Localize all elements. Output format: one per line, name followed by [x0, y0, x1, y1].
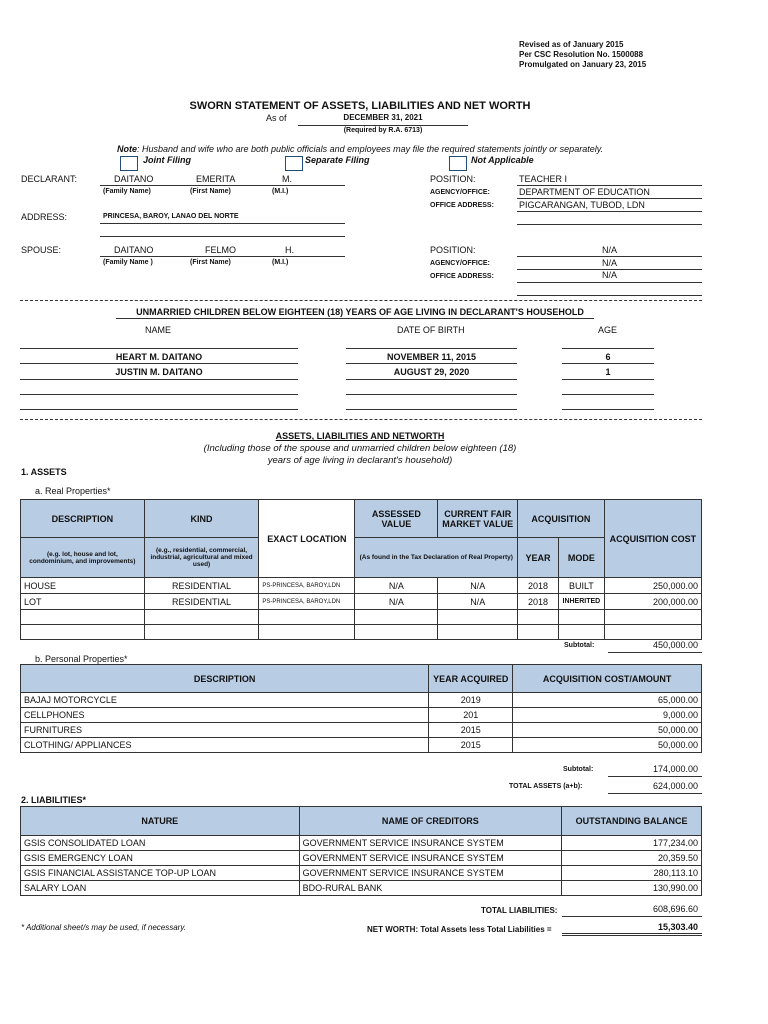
liability-nature: GSIS CONSOLIDATED LOAN	[21, 836, 300, 851]
children-line	[562, 363, 654, 364]
form-title: SWORN STATEMENT OF ASSETS, LIABILITIES AND NET WORTH	[189, 100, 531, 112]
personal-subtotal: 174,000.00	[652, 764, 698, 774]
liability-creditor: GOVERNMENT SERVICE INSURANCE SYSTEM	[299, 836, 562, 851]
liability-creditor: GOVERNMENT SERVICE INSURANCE SYSTEM	[299, 866, 562, 881]
real-subtotal-underline	[608, 652, 702, 653]
table-row	[21, 738, 702, 753]
total-assets: 624,000.00	[652, 781, 698, 791]
real-properties-heading: a. Real Properties*	[35, 486, 111, 496]
liability-nature: SALARY LOAN	[21, 881, 300, 896]
table-row	[21, 625, 702, 640]
declarant-office-address: PIGCARANGAN, TUBOD, LDN	[519, 200, 645, 210]
real-header-cost: ACQUISITION COST	[604, 500, 701, 578]
total-liabilities-label: TOTAL LIABILITIES:	[481, 906, 558, 915]
liability-nature: GSIS EMERGENCY LOAN	[21, 851, 300, 866]
real-assessed: N/A	[355, 594, 438, 610]
real-header-description-note: (e.g. lot, house and lot, condominium, and improvements)	[21, 538, 145, 578]
liability-creditor: BDO-RURAL BANK	[299, 881, 562, 896]
spouse-office-underline-2	[517, 295, 702, 296]
declarant-office-underline	[517, 211, 702, 212]
total-liabilities: 608,696.60	[652, 904, 698, 914]
liability-balance: 280,113.10	[562, 866, 702, 881]
children-line	[562, 348, 654, 349]
address-label: ADDRESS:	[21, 212, 68, 222]
spouse-name-underline	[100, 256, 345, 257]
personal-description: CELLPHONES	[21, 708, 429, 723]
spouse-position-label: POSITION:	[430, 245, 476, 255]
real-description: HOUSE	[21, 578, 145, 594]
declarant-family-caption: (Family Name)	[103, 188, 151, 195]
section-divider	[20, 300, 702, 301]
children-line	[20, 348, 298, 349]
aln-subtitle-2: years of age living in declarant's household)	[267, 455, 453, 466]
real-assessed: N/A	[355, 578, 438, 594]
children-line	[562, 379, 654, 380]
personal-description: FURNITURES	[21, 723, 429, 738]
total-liabilities-underline	[562, 916, 702, 917]
child-dob: NOVEMBER 11, 2015	[386, 352, 477, 362]
note-text: : Husband and wife who are both public officials and employees may file the required statements jointly or separately.	[136, 144, 604, 154]
liabilities-header-balance: OUTSTANDING BALANCE	[562, 807, 702, 836]
real-subtotal-label: Subtotal:	[564, 642, 595, 649]
real-kind: RESIDENTIAL	[144, 578, 259, 594]
declarant-office-label: OFFICE ADDRESS:	[430, 202, 494, 209]
spouse-office-address: N/A	[601, 270, 617, 280]
spouse-agency-label: AGENCY/OFFICE:	[430, 260, 490, 267]
liability-balance: 130,990.00	[562, 881, 702, 896]
real-header-acquisition: ACQUISITION	[518, 500, 605, 538]
real-location: PS-PRINCESA, BAROY,LDN	[259, 578, 355, 594]
separate-filing-checkbox[interactable]	[285, 156, 303, 171]
children-heading-underline	[116, 318, 594, 319]
total-assets-label: TOTAL ASSETS (a+b):	[509, 783, 583, 790]
declarant-agency: DEPARTMENT OF EDUCATION	[519, 187, 650, 197]
revision-line-2: Per CSC Resolution No. 1500088	[519, 50, 644, 59]
declarant-agency-underline	[517, 198, 702, 199]
aln-subtitle-1: (Including those of the spouse and unmarried children below eighteen (18)	[203, 443, 517, 454]
liability-balance: 20,359.50	[562, 851, 702, 866]
liability-creditor: GOVERNMENT SERVICE INSURANCE SYSTEM	[299, 851, 562, 866]
personal-header-cost: ACQUISITION COST/AMOUNT	[513, 665, 702, 693]
note	[0, 144, 720, 154]
children-line	[562, 409, 654, 410]
spouse-first-name: FELMO	[205, 245, 237, 255]
liability-nature: GSIS FINANCIAL ASSISTANCE TOP-UP LOAN	[21, 866, 300, 881]
spouse-mi: H.	[285, 245, 294, 255]
revision-note	[519, 40, 646, 70]
declarant-name-underline	[100, 185, 345, 186]
spouse-family-caption: (Family Name )	[103, 259, 153, 266]
section-divider	[20, 419, 702, 420]
real-mode: INHERITED	[559, 594, 605, 610]
liabilities-heading: 2. LIABILITIES*	[21, 795, 87, 805]
not-applicable-label: Not Applicable	[471, 155, 534, 165]
declarant-mi-caption: (M.I.)	[272, 188, 289, 195]
real-header-kind-note: (e.g., residential, commercial, industrial, agricultural and mixed used)	[144, 538, 259, 578]
table-row	[21, 578, 702, 594]
declarant-family-name: DAITANO	[114, 174, 154, 184]
net-worth-label: NET WORTH: Total Assets less Total Liabilities =	[367, 925, 552, 934]
liabilities-header-creditors: NAME OF CREDITORS	[299, 807, 562, 836]
declarant-label: DECLARANT:	[21, 174, 78, 184]
child-age: 6	[605, 352, 611, 362]
table-row	[21, 836, 702, 851]
net-worth: 15,303.40	[657, 922, 698, 932]
joint-filing-label: Joint Filing	[143, 155, 191, 165]
children-line	[346, 379, 517, 380]
revision-line-3: Promulgated on January 23, 2015	[519, 60, 647, 69]
as-of-label: As of	[266, 113, 287, 123]
net-worth-underline-1	[562, 933, 702, 934]
not-applicable-checkbox[interactable]	[449, 156, 467, 171]
child-age: 1	[605, 367, 611, 377]
children-line	[346, 363, 517, 364]
total-assets-underline	[608, 793, 702, 794]
child-name: HEART M. DAITANO	[115, 352, 203, 362]
required-by: (Required by R.A. 6713)	[343, 127, 423, 134]
table-row	[21, 851, 702, 866]
children-line	[20, 409, 298, 410]
spouse-position-underline	[517, 256, 702, 257]
real-kind: RESIDENTIAL	[144, 594, 259, 610]
real-location: PS-PRINCESA, BAROY,LDN	[259, 594, 355, 610]
children-col-name: NAME	[145, 325, 172, 335]
declarant-first-caption: (First Name)	[190, 188, 231, 195]
spouse-agency: N/A	[601, 258, 617, 268]
footnote: * Additional sheet/s may be used, if necessary.	[21, 923, 186, 932]
real-cost: 200,000.00	[604, 594, 701, 610]
personal-properties-heading: b. Personal Properties*	[35, 654, 128, 664]
real-year: 2018	[518, 594, 559, 610]
real-cost: 250,000.00	[604, 578, 701, 594]
personal-cost: 50,000.00	[513, 723, 702, 738]
child-dob: AUGUST 29, 2020	[393, 367, 470, 377]
note-label: Note	[116, 144, 137, 154]
spouse-mi-caption: (M.I.)	[272, 259, 289, 266]
real-header-mode: MODE	[559, 538, 605, 578]
personal-year: 2019	[429, 693, 513, 708]
personal-header-description: DESCRIPTION	[21, 665, 429, 693]
children-line	[346, 348, 517, 349]
table-row	[21, 881, 702, 896]
children-col-dob: DATE OF BIRTH	[397, 325, 465, 335]
real-properties-table	[20, 499, 702, 640]
as-of-underline	[298, 125, 468, 126]
declarant-office-underline-2	[517, 224, 702, 225]
children-line	[20, 363, 298, 364]
address-underline	[100, 223, 345, 224]
separate-filing-label: Separate Filing	[305, 155, 370, 165]
personal-year: 2015	[429, 738, 513, 753]
real-header-assessed: ASSESSED VALUE	[355, 500, 438, 538]
table-row	[21, 723, 702, 738]
spouse-family-name: DAITANO	[114, 245, 154, 255]
declarant-first-name: EMERITA	[196, 174, 236, 184]
children-line	[562, 394, 654, 395]
declarant-position: TEACHER I	[519, 174, 568, 184]
spouse-position: N/A	[601, 245, 617, 255]
spouse-first-caption: (First Name)	[190, 259, 231, 266]
personal-description: CLOTHING/ APPLIANCES	[21, 738, 429, 753]
personal-year: 201	[429, 708, 513, 723]
real-market: N/A	[438, 578, 518, 594]
child-name: JUSTIN M. DAITANO	[115, 367, 203, 377]
real-mode: BUILT	[559, 578, 605, 594]
real-header-location: EXACT LOCATION	[259, 500, 355, 578]
aln-heading: ASSETS, LIABILITIES AND NETWORTH	[275, 431, 445, 441]
declarant-position-label: POSITION:	[430, 174, 476, 184]
real-year: 2018	[518, 578, 559, 594]
personal-header-year: YEAR ACQUIRED	[429, 665, 513, 693]
revision-line-1: Revised as of January 2015	[519, 40, 624, 49]
spouse-office-label: OFFICE ADDRESS:	[430, 273, 494, 280]
table-row	[21, 610, 702, 625]
spouse-label: SPOUSE:	[21, 245, 62, 255]
declarant-mi: M.	[282, 174, 292, 184]
real-description: LOT	[21, 594, 145, 610]
spouse-office-underline	[517, 282, 702, 283]
liabilities-header-nature: NATURE	[21, 807, 300, 836]
table-row	[21, 866, 702, 881]
declarant-position-underline	[517, 185, 702, 186]
table-row	[21, 708, 702, 723]
joint-filing-checkbox[interactable]	[120, 156, 138, 171]
address-value: PRINCESA, BAROY, LANAO DEL NORTE	[103, 213, 239, 220]
real-header-kind: KIND	[144, 500, 259, 538]
real-header-year: YEAR	[518, 538, 559, 578]
real-market: N/A	[438, 594, 518, 610]
personal-subtotal-underline	[608, 776, 702, 777]
personal-cost: 50,000.00	[513, 738, 702, 753]
net-worth-underline-2	[562, 935, 702, 936]
address-underline-2	[100, 236, 345, 237]
children-heading: UNMARRIED CHILDREN BELOW EIGHTEEN (18) YEARS OF AGE LIVING IN DECLARANT'S HOUSEHOLD	[136, 307, 584, 317]
liability-balance: 177,234.00	[562, 836, 702, 851]
real-header-market: CURRENT FAIR MARKET VALUE	[438, 500, 518, 538]
children-line	[20, 379, 298, 380]
personal-cost: 9,000.00	[513, 708, 702, 723]
personal-subtotal-label: Subtotal:	[563, 766, 594, 773]
children-line	[20, 394, 298, 395]
real-header-tax-note: (As found in the Tax Declaration of Real Property)	[355, 538, 518, 578]
assets-heading: 1. ASSETS	[21, 467, 67, 477]
liabilities-table	[20, 806, 702, 896]
personal-year: 2015	[429, 723, 513, 738]
personal-description: BAJAJ MOTORCYCLE	[21, 693, 429, 708]
table-row	[21, 693, 702, 708]
children-line	[346, 409, 517, 410]
table-row	[21, 594, 702, 610]
real-header-description: DESCRIPTION	[21, 500, 145, 538]
personal-cost: 65,000.00	[513, 693, 702, 708]
children-col-age: AGE	[598, 325, 618, 335]
personal-properties-table	[20, 664, 702, 753]
as-of-date: DECEMBER 31, 2021	[343, 113, 423, 122]
children-line	[346, 394, 517, 395]
declarant-agency-label: AGENCY/OFFICE:	[430, 189, 490, 196]
real-subtotal: 450,000.00	[652, 640, 698, 650]
